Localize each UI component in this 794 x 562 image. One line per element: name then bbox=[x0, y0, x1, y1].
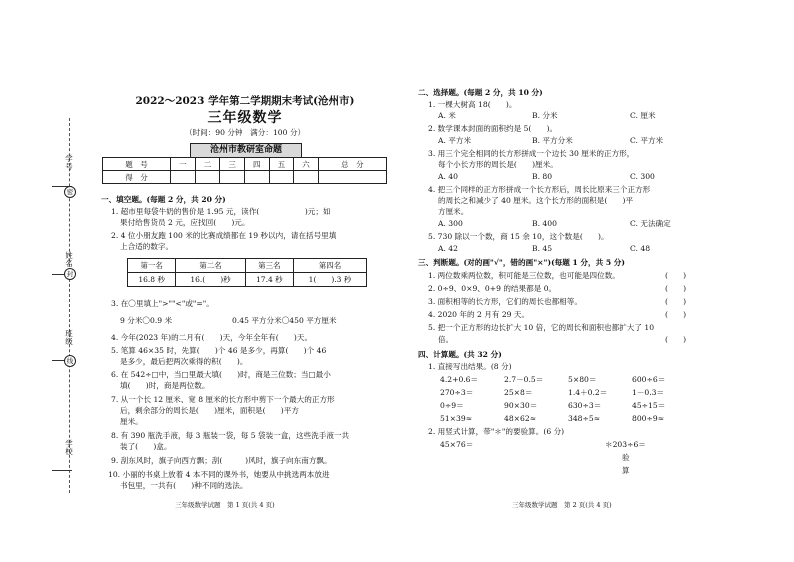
q1-1-line1: 1. 超市里每袋牛奶的售价是 1.95 元，读作( )元；如 bbox=[111, 207, 331, 216]
q1-9: 9. 刮东风时，旗子向西方飘；刮( )风时，旗子向东南方飘。 bbox=[111, 456, 332, 465]
race-header-row bbox=[128, 259, 367, 273]
score-cell: 三 bbox=[220, 158, 245, 171]
mental-row-2 bbox=[440, 388, 696, 397]
mental-row-4 bbox=[440, 414, 696, 423]
q1-8-line1: 8. 有 390 瓶洗手液，每 3 瓶装一袋，每 5 袋装一盒，这些洗手液一共 bbox=[111, 431, 350, 440]
calc-sub1: 1. 直接写出结果。(8 分) bbox=[428, 362, 512, 371]
school-label: 学校 bbox=[65, 439, 73, 456]
section4-heading: 四、计算题。(共 32 分) bbox=[418, 350, 502, 359]
q1-8-line2: 装了( )盒。 bbox=[120, 442, 172, 451]
verify-label-2: 算 bbox=[622, 466, 630, 475]
time-info: （时间：90 分钟 满分：100 分） bbox=[184, 128, 306, 137]
mental-item: 348÷5≈ bbox=[568, 414, 601, 423]
seal-mark-1: 密 bbox=[64, 186, 76, 198]
mental-item: 48×62≈ bbox=[504, 414, 537, 423]
q2-1-opt-a[interactable]: A. 米 bbox=[438, 111, 456, 120]
q1-3-compare-a: 9 分米〇0.9 米 bbox=[120, 316, 173, 325]
mental-item: 1－0.3＝ bbox=[632, 388, 665, 397]
mental-item: 2.7－0.5＝ bbox=[504, 375, 544, 384]
mental-item: 600÷6＝ bbox=[632, 375, 666, 384]
mental-item: 5×80＝ bbox=[568, 375, 597, 384]
seal-mark-2: 封 bbox=[64, 268, 76, 280]
q2-4-line1: 4. 把三个同样的正方形拼成一个长方形后，周长比原来三个正方形 bbox=[428, 185, 651, 194]
mental-item: 51×39≈ bbox=[440, 414, 473, 423]
mental-item: 270÷3＝ bbox=[440, 388, 474, 397]
race-header-cell: 第二名 bbox=[176, 259, 245, 273]
school-no-label: 学号 bbox=[65, 154, 73, 171]
exam-title: 2022～2023 学年第二学期期末考试(沧州市) bbox=[135, 95, 355, 107]
race-value-cell[interactable]: 1( ).3 秒 bbox=[294, 273, 367, 287]
race-value-cell: 16.8 秒 bbox=[128, 273, 176, 287]
q1-3-line1: 3. 在〇里填上">""<"或"="。 bbox=[111, 299, 214, 308]
race-header-cell: 第三名 bbox=[245, 259, 293, 273]
q1-10-line2: 书包里，一共有( )种不同的选法。 bbox=[120, 481, 248, 490]
q2-3-opt-b[interactable]: B. 80 bbox=[532, 172, 553, 181]
q2-5-opt-b[interactable]: B. 45 bbox=[532, 244, 553, 253]
footer-right: 三年级数学试题 第 2 页(共 4 页) bbox=[512, 501, 612, 509]
score-cell: 一 bbox=[171, 158, 196, 171]
score-input-cell[interactable] bbox=[244, 171, 269, 184]
mental-item: 630÷3＝ bbox=[568, 401, 602, 410]
mental-item: 800÷9≈ bbox=[632, 414, 665, 423]
q1-5-line2: 是多少，最后把两次乘得的积( )。 bbox=[120, 357, 248, 366]
score-input-cell[interactable] bbox=[220, 171, 245, 184]
verify-label-1: 验 bbox=[622, 453, 630, 462]
q1-7-line3: 厘米。 bbox=[120, 417, 143, 426]
mental-row-3 bbox=[440, 401, 696, 410]
score-value-row bbox=[103, 171, 387, 184]
section3-heading: 三、判断题。(对的画"√"，错的画"×")(每题 1 分，共 5 分) bbox=[418, 258, 625, 267]
q2-1-opt-c[interactable]: C. 厘米 bbox=[630, 111, 656, 120]
mental-item: 45÷15＝ bbox=[632, 401, 666, 410]
score-header-row bbox=[103, 158, 387, 171]
judge-item-2: 2. 0÷9、0×9、0+9 的结果都是 0。 bbox=[428, 284, 557, 293]
q1-10-line1: 10. 小丽的书桌上放着 4 本不同的课外书，她要从中挑选两本放进 bbox=[108, 470, 330, 479]
mental-item: 4.2+0.6＝ bbox=[440, 375, 479, 384]
q2-4-line3: 方厘米。 bbox=[438, 207, 469, 216]
calc-sub2: 2. 用竖式计算，带"＊"的要验算。(6 分) bbox=[428, 427, 565, 436]
judge-answer-4[interactable]: ( ) bbox=[665, 310, 687, 319]
q2-1: 1. 一棵大树高 18( )。 bbox=[428, 100, 517, 109]
race-table bbox=[127, 258, 367, 287]
section1-heading: 一、填空题。(每题 2 分，共 20 分) bbox=[101, 195, 226, 204]
class-label: 班级 bbox=[65, 329, 73, 346]
judge-item-1: 1. 两位数乘两位数，积可能是三位数，也可能是四位数。 bbox=[428, 271, 620, 280]
score-cell: 五 bbox=[269, 158, 294, 171]
q2-2-opt-c[interactable]: C. 平方米 bbox=[630, 136, 664, 145]
q2-5-opt-c[interactable]: C. 48 bbox=[630, 244, 651, 253]
binding-dashed-line bbox=[69, 118, 70, 493]
q2-2: 2. 数学课本封面的面积约是 5( )。 bbox=[428, 124, 558, 133]
q1-5-line1: 5. 笔算 46×35 时，先算( )个 46 是多少，再算( )个 46 bbox=[111, 346, 327, 355]
race-header-cell: 第四名 bbox=[294, 259, 367, 273]
mental-row-1 bbox=[440, 375, 696, 384]
mental-item: 90×30＝ bbox=[504, 401, 538, 410]
q2-3-opt-a[interactable]: A. 40 bbox=[438, 172, 458, 181]
q2-5-opt-a[interactable]: A. 42 bbox=[438, 244, 458, 253]
q2-3-opt-c[interactable]: C. 300 bbox=[630, 172, 655, 181]
name-label: 姓名 bbox=[65, 251, 73, 268]
q1-7-line1: 7. 从一个长 12 厘米、宽 8 厘米的长方形中剪下一个最大的正方形 bbox=[111, 395, 335, 404]
q1-4: 4. 今年(2023 年)的二月有( )天，今年全年有( )天。 bbox=[111, 333, 313, 342]
judge-item-3: 3. 面积相等的长方形，它们的周长也都相等。 bbox=[428, 297, 582, 306]
judge-item-5-line2: 倍。 bbox=[438, 335, 454, 344]
judge-answer-3[interactable]: ( ) bbox=[665, 297, 687, 306]
score-input-cell[interactable] bbox=[318, 171, 386, 184]
score-cell: 得 分 bbox=[103, 171, 171, 184]
q2-3-line1: 3. 用三个完全相同的长方形拼成一个边长 30 厘米的正方形， bbox=[428, 149, 635, 158]
section2-heading: 二、选择题。(每题 2 分，共 10 分) bbox=[418, 88, 543, 97]
score-cell: 四 bbox=[244, 158, 269, 171]
q2-3-line2: 每个小长方形的周长是( )厘米。 bbox=[438, 160, 558, 169]
subject-title: 三年级数学 bbox=[207, 110, 283, 126]
mental-item: 25×8＝ bbox=[504, 388, 533, 397]
issuer-banner: 沧州市教研室命题 bbox=[190, 143, 302, 158]
q1-6-line1: 6. 在 542÷□中，当□里最大填( )时，商是三位数；当□最小 bbox=[111, 370, 331, 379]
q2-2-opt-a[interactable]: A. 平方米 bbox=[438, 136, 472, 145]
seal-mark-3: 线 bbox=[64, 355, 76, 367]
judge-item-5-line1: 5. 把一个正方形的边长扩大 10 倍，它的周长和面积也都扩大了 10 bbox=[428, 323, 655, 332]
q1-2-line1: 2. 4 位小朋友跑 100 米的比赛成绩都在 19 秒以内，请在括号里填 bbox=[111, 231, 337, 240]
score-table bbox=[102, 157, 387, 184]
race-value-row bbox=[128, 273, 367, 287]
q2-4-line2: 的周长之和减少了 40 厘米。这个长方形的面积是( )平 bbox=[438, 196, 634, 205]
judge-answer-1[interactable]: ( ) bbox=[665, 271, 687, 280]
q2-4-opt-c[interactable]: C. 无法确定 bbox=[630, 219, 671, 228]
q2-2-opt-b[interactable]: B. 平方分米 bbox=[532, 136, 573, 145]
q1-7-line2: 后，剩余部分的周长是( )厘米，面积是( )平方 bbox=[120, 406, 299, 415]
score-input-cell[interactable] bbox=[294, 171, 319, 184]
q1-1-line2: 果付给售货员 2 元，应找回( )元。 bbox=[120, 218, 250, 227]
race-header-cell: 第一名 bbox=[128, 259, 176, 273]
school-line bbox=[52, 470, 72, 471]
q1-2-line2: 上合适的数字。 bbox=[120, 242, 174, 251]
score-cell: 总 分 bbox=[318, 158, 386, 171]
score-input-cell[interactable] bbox=[195, 171, 220, 184]
judge-answer-2[interactable]: ( ) bbox=[665, 284, 687, 293]
judge-answer-5[interactable]: ( ) bbox=[665, 335, 687, 344]
vertical-calc-b: ＊203÷6＝ bbox=[605, 440, 646, 449]
vertical-calc-a: 45×76＝ bbox=[440, 440, 474, 449]
q1-6-line2: 填( )时，商是两位数。 bbox=[120, 381, 210, 390]
q2-4-opt-a[interactable]: A. 300 bbox=[438, 219, 463, 228]
q2-5: 5. 730 除以一个数，商 15 余 10，这个数是( )。 bbox=[428, 232, 609, 241]
mental-item: 0÷9＝ bbox=[440, 401, 464, 410]
race-value-cell: 17.4 秒 bbox=[245, 273, 293, 287]
race-value-cell[interactable]: 16.( )秒 bbox=[176, 273, 245, 287]
footer-left: 三年级数学试题 第 1 页(共 4 页) bbox=[175, 501, 275, 509]
mental-item: 1.4＋0.2＝ bbox=[568, 388, 608, 397]
score-cell: 六 bbox=[294, 158, 319, 171]
score-input-cell[interactable] bbox=[171, 171, 196, 184]
q2-4-opt-b[interactable]: B. 400 bbox=[532, 219, 557, 228]
score-input-cell[interactable] bbox=[269, 171, 294, 184]
q1-3-compare-b: 0.45 平方分米〇450 平方厘米 bbox=[232, 316, 337, 325]
judge-item-4: 4. 2020 年的 2 月有 29 天。 bbox=[428, 310, 530, 319]
q2-1-opt-b[interactable]: B. 分米 bbox=[532, 111, 558, 120]
score-cell: 二 bbox=[195, 158, 220, 171]
score-cell: 题 号 bbox=[103, 158, 171, 171]
